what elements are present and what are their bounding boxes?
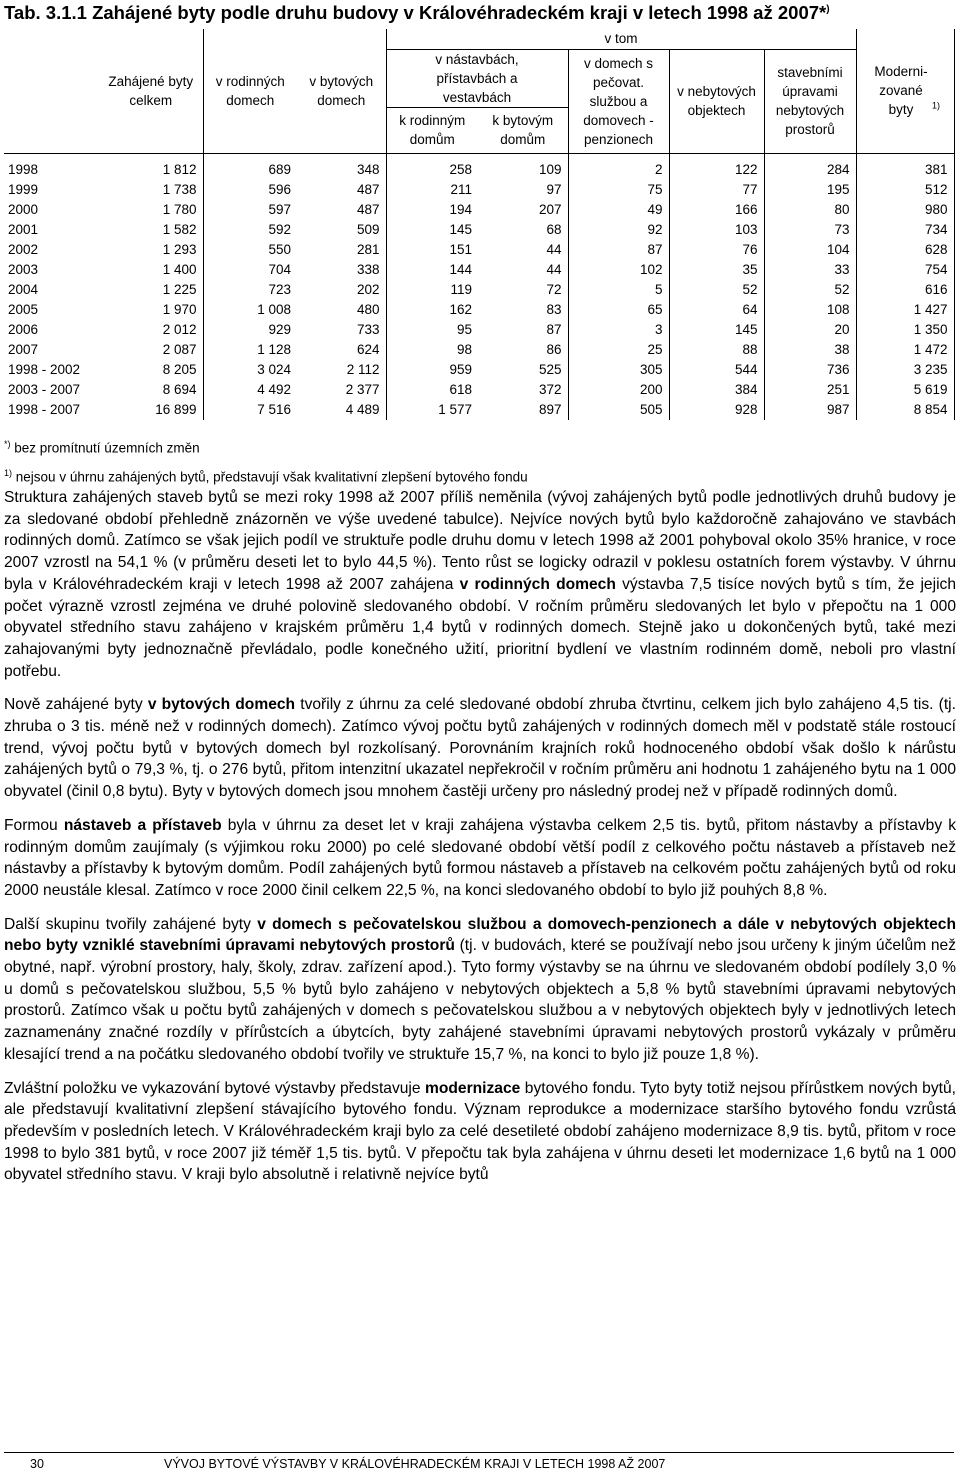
table-cell: 108 bbox=[764, 300, 856, 320]
table-cell: 1 780 bbox=[162, 202, 197, 217]
table-cell: 3 235 bbox=[856, 360, 954, 380]
paragraph-1: Struktura zahájených staveb bytů se mezi roky 1998 až 2007 příliš neměnila (vývoj zahájených bytů podle jednotlivých druhů budovy je za sledované období přehledně znázorněn ve výše uvedené tabulce). Nejvíce nových bytů bylo každoročně zahajováno ve stavbách rodinných domů. Zatímco se však jejich podíl ve struktuře podle druhu domu v letech 1998 až 2001 pohyboval okolo 35% hranice, v roce 2007 vzrostl na 54,1 % (v průměru deseti let to bylo 44,5 %). Tento růst se logicky odrazil v poklesu ostatních forem výstavby. V úhrnu byla v Královéhradeckém kraji v letech 1998 až 2007 zahájena v rodinných domech výstavba 7,5 tisíce nových bytů s tím, že jejich počet výrazně vzrostl zejména ve druhé polovině sledovaného období. V ročním průměru sledovaných let bylo v přepočtu na 1 000 obyvatel středního stavu zahájeno v krajském průměru 1,4 bytů v rodinných domech. Stejně jako u dokončených bytů, také mezi zahajovanými byty jednoznačně převládalo, podle konečného užití, prioritní bydlení ve vlastním rodinném domě, neboli pro vlastní potřebu. bbox=[4, 489, 957, 680]
header-rodinnych: v rodinných domech bbox=[203, 29, 297, 153]
footnotes bbox=[4, 432, 528, 489]
table-cell: 689 bbox=[203, 153, 297, 180]
table-cell: 8 854 bbox=[856, 400, 954, 420]
page-number: 30 bbox=[30, 1457, 44, 1471]
row-period: 2004 bbox=[8, 282, 39, 297]
table-cell: 281 bbox=[356, 242, 380, 257]
table-cell: 52 bbox=[764, 280, 856, 300]
header-upravy: stavebními úpravami nebytových prostorů bbox=[764, 49, 856, 153]
row-period: 2006 bbox=[8, 322, 39, 337]
table-cell: 1 812 bbox=[162, 162, 197, 177]
table-cell: 98 bbox=[386, 340, 478, 360]
table-cell: 151 bbox=[386, 240, 478, 260]
table-cell: 734 bbox=[856, 220, 954, 240]
table-cell: 211 bbox=[386, 180, 478, 200]
table-cell: 44 bbox=[546, 242, 562, 257]
table-cell: 2 bbox=[568, 153, 669, 180]
table-cell: 103 bbox=[669, 220, 764, 240]
table-row bbox=[4, 340, 954, 360]
table-cell: 122 bbox=[669, 153, 764, 180]
table-cell: 87 bbox=[546, 322, 562, 337]
table-cell: 38 bbox=[764, 340, 856, 360]
table-cell: 4 489 bbox=[345, 402, 380, 417]
table-cell: 49 bbox=[568, 200, 669, 220]
table-cell: 1 293 bbox=[162, 242, 197, 257]
row-period: 1998 - 2002 bbox=[8, 362, 81, 377]
table-cell: 195 bbox=[764, 180, 856, 200]
table-row bbox=[4, 153, 954, 180]
table-cell: 95 bbox=[386, 320, 478, 340]
table-cell: 597 bbox=[203, 200, 297, 220]
table-cell: 20 bbox=[764, 320, 856, 340]
table-row bbox=[4, 240, 954, 260]
row-period: 2005 bbox=[8, 302, 39, 317]
table-cell: 33 bbox=[764, 260, 856, 280]
header-pecovat: v domech s pečovat. službou a domovech - penzionech bbox=[568, 49, 669, 153]
table-cell: 2 112 bbox=[346, 362, 380, 377]
table-row bbox=[4, 400, 954, 420]
table-cell: 487 bbox=[356, 182, 380, 197]
table-cell: 1 738 bbox=[162, 182, 197, 197]
table-cell: 88 bbox=[669, 340, 764, 360]
table-cell: 305 bbox=[568, 360, 669, 380]
table-cell: 616 bbox=[856, 280, 954, 300]
table-cell: 1 427 bbox=[856, 300, 954, 320]
table-cell: 77 bbox=[669, 180, 764, 200]
table-cell: 384 bbox=[669, 380, 764, 400]
table-cell: 3 024 bbox=[203, 360, 297, 380]
header-v-tom: v tom bbox=[386, 29, 856, 49]
header-modernizovane: Moderni-zované byty $^{1)}$ bbox=[856, 29, 954, 153]
table-row bbox=[4, 380, 954, 400]
table-cell: 35 bbox=[669, 260, 764, 280]
table-cell: 144 bbox=[386, 260, 478, 280]
table-cell: 381 bbox=[856, 153, 954, 180]
footer-title: VÝVOJ BYTOVÉ VÝSTAVBY V KRÁLOVÉHRADECKÉM KRAJI V LETECH 1998 AŽ 2007 bbox=[164, 1457, 666, 1471]
table-cell: 73 bbox=[764, 220, 856, 240]
table-cell: 1 970 bbox=[162, 302, 197, 317]
table-cell: 929 bbox=[203, 320, 297, 340]
table-cell: 68 bbox=[546, 222, 562, 237]
body-text bbox=[4, 487, 956, 1198]
table-cell: 72 bbox=[546, 282, 562, 297]
footnote-1: *) bez promítnutí územních změn bbox=[4, 439, 200, 456]
row-period: 2001 bbox=[8, 222, 39, 237]
table-row bbox=[4, 280, 954, 300]
table-row bbox=[4, 220, 954, 240]
table-cell: 592 bbox=[203, 220, 297, 240]
table-cell: 44 bbox=[546, 262, 562, 277]
table-title: Tab. 3.1.1 Zahájené byty podle druhu budovy v Královéhradeckém kraji v letech 1998 až 2007*) bbox=[4, 2, 830, 23]
row-period: 2003 - 2007 bbox=[8, 382, 81, 397]
table-cell: 86 bbox=[546, 342, 562, 357]
table-cell: 25 bbox=[568, 340, 669, 360]
table-cell: 109 bbox=[538, 162, 562, 177]
table-cell: 1 582 bbox=[162, 222, 197, 237]
table-cell: 166 bbox=[669, 200, 764, 220]
table-row bbox=[4, 260, 954, 280]
paragraph-5: Zvláštní položku ve vykazování bytové výstavby představuje modernizace bytového fondu. Tyto byty totiž nejsou přírůstkem nových bytů, ale představují kvalitativní zlepšení stávajícího bytového fondu. Význam reprodukce a modernizace staršího bytového fondu vzrůstá především v posledních letech. V Královéhradeckém kraji bylo za celé desetileté období zahájeno modernizace 8,9 tis. bytů, přitom v roce 1998 to bylo 381 bytů, v roce 2007 již téměř 1,5 tis. bytů. V přepočtu tak byla zahájena v úhrnu deseti let modernizace 1,6 bytů na 1 000 obyvatel středního stavu. V kraji bylo absolutně i relativně nejvíce bytů bbox=[4, 1079, 956, 1184]
table-row bbox=[4, 200, 954, 220]
table-cell: 52 bbox=[669, 280, 764, 300]
table-cell: 1 400 bbox=[162, 262, 197, 277]
table-cell: 1 350 bbox=[856, 320, 954, 340]
table-cell: 987 bbox=[764, 400, 856, 420]
table-cell: 628 bbox=[856, 240, 954, 260]
table-cell: 162 bbox=[386, 300, 478, 320]
header-bytovych: v bytových domech bbox=[309, 73, 374, 108]
table-cell: 372 bbox=[538, 382, 562, 397]
table-cell: 65 bbox=[568, 300, 669, 320]
table-cell: 596 bbox=[203, 180, 297, 200]
table-cell: 145 bbox=[669, 320, 764, 340]
table-cell: 202 bbox=[356, 282, 380, 297]
table-cell: 1 128 bbox=[203, 340, 297, 360]
table-cell: 80 bbox=[764, 200, 856, 220]
table-cell: 733 bbox=[356, 322, 380, 337]
footnote-2: $^{1)}$ nejsou v úhrnu zahájených bytů, představují však kvalitativní zlepšení bytového fondu bbox=[4, 467, 528, 484]
table-cell: 487 bbox=[356, 202, 380, 217]
row-period: 1998 - 2007 bbox=[8, 402, 81, 417]
header-celkem: Zahájené byty celkem bbox=[108, 73, 194, 108]
table-cell: 1 225 bbox=[162, 282, 197, 297]
table-cell: 512 bbox=[856, 180, 954, 200]
table-cell: 618 bbox=[386, 380, 478, 400]
table-cell: 480 bbox=[356, 302, 380, 317]
table-cell: 544 bbox=[669, 360, 764, 380]
row-period: 2002 bbox=[8, 242, 39, 257]
paragraph-4: Další skupinu tvořily zahájené byty v domech s pečovatelskou službou a domovech-penzionech a dále v nebytových objektech nebo byty vzniklé stavebními úpravami nebytových prostorů (tj. v budovách, které se používají nebo jsou určeny k jiným účelům než obytné, např. výrobní prostory, haly, školy, zdrav. zařízení apod.). Tyto formy výstavby se na úhrnu ve sledovaném období podílely 3,0 % u domů s pečovatelskou službou, 5,5 % bytů bylo zahájeno v nebytových objektech a 5,8 % bytů stavebními úpravami nebytových prostorů. Zatímco však u počtu bytů zahájených v domech s pečovatelskou službou a v nebytových objektech byly v jednotlivých letech zaznamenány značné rozdíly v přírůstcích a úbytcích, byty zahájené stavebními úpravami nebytových prostorů vykázaly v průměru klesající trend a na počátku sledovaného období tvořily ve struktuře 15,7 %, na konci to bylo již pouze 1,8 %). bbox=[4, 915, 956, 1063]
table-cell: 92 bbox=[568, 220, 669, 240]
table-cell: 119 bbox=[386, 280, 478, 300]
table-cell: 754 bbox=[856, 260, 954, 280]
table-cell: 207 bbox=[538, 202, 562, 217]
header-nastavby: v nástavbách, přístavbách a vestavbách bbox=[386, 49, 568, 107]
table-cell: 7 516 bbox=[203, 400, 297, 420]
table-cell: 980 bbox=[856, 200, 954, 220]
table-cell: 1 577 bbox=[386, 400, 478, 420]
header-k-bytovym: k bytovým domům bbox=[478, 107, 568, 153]
table-cell: 959 bbox=[386, 360, 478, 380]
table-cell: 723 bbox=[203, 280, 297, 300]
row-period: 2007 bbox=[8, 342, 39, 357]
table-cell: 505 bbox=[568, 400, 669, 420]
table-cell: 102 bbox=[568, 260, 669, 280]
table-cell: 338 bbox=[356, 262, 380, 277]
table-cell: 8 694 bbox=[162, 382, 197, 397]
table-row bbox=[4, 180, 954, 200]
header-nebytovych: v nebytových objektech bbox=[669, 49, 764, 153]
table-cell: 194 bbox=[386, 200, 478, 220]
table-cell: 897 bbox=[538, 402, 562, 417]
table-cell: 87 bbox=[568, 240, 669, 260]
table-cell: 525 bbox=[538, 362, 562, 377]
table-cell: 5 619 bbox=[856, 380, 954, 400]
table-cell: 76 bbox=[669, 240, 764, 260]
table-cell: 2 377 bbox=[345, 382, 380, 397]
table-cell: 1 008 bbox=[203, 300, 297, 320]
row-period: 2000 bbox=[8, 202, 39, 217]
header-k-rodinnym: k rodinným domům bbox=[386, 107, 478, 153]
table-row bbox=[4, 360, 954, 380]
table-cell: 104 bbox=[764, 240, 856, 260]
table-cell: 64 bbox=[669, 300, 764, 320]
table-cell: 2 087 bbox=[162, 342, 197, 357]
table-cell: 3 bbox=[568, 320, 669, 340]
page-footer bbox=[4, 1452, 954, 1471]
table-cell: 1 472 bbox=[856, 340, 954, 360]
table-cell: 8 205 bbox=[162, 362, 197, 377]
table-cell: 550 bbox=[203, 240, 297, 260]
table-cell: 736 bbox=[764, 360, 856, 380]
table-cell: 928 bbox=[669, 400, 764, 420]
table-cell: 16 899 bbox=[155, 402, 197, 417]
table-cell: 2 012 bbox=[162, 322, 197, 337]
table-cell: 83 bbox=[546, 302, 562, 317]
table-cell: 200 bbox=[568, 380, 669, 400]
table-cell: 258 bbox=[386, 153, 478, 180]
data-table bbox=[4, 29, 955, 420]
table-cell: 348 bbox=[356, 162, 380, 177]
table-cell: 4 492 bbox=[203, 380, 297, 400]
table-cell: 97 bbox=[546, 182, 562, 197]
table-row bbox=[4, 320, 954, 340]
paragraph-2: Nově zahájené byty v bytových domech tvořily z úhrnu za celé sledované období zhruba čtvrtinu, celkem jich bylo zahájeno 4,5 tis. (tj. zhruba o 3 tis. méně než v rodinných domech). Zatímco vývoj počtu bytů zahájených v rodinných domech měl v podstatě stále rostoucí trend, vývoj počtu bytů v bytových domech byl rozkolísaný. Porovnáním krajních roků hodnoceného období však došlo k nárůstu zahájených bytů o 79,3 %, tj. o 276 bytů, přitom intenzitní ukazatel nepřekročil v ročním průměru ani hodnotu 1 zahájeného bytu na 1 000 obyvatel (činil 0,8 bytu). Byty v bytových domech jsou mnohem častěji určeny pro následný prodej než v případě rodinných domů. bbox=[4, 696, 956, 801]
paragraph-3: Formou nástaveb a přístaveb byla v úhrnu za deset let v kraji zahájena výstavba celkem 2,5 tis. bytů, přitom nástavby a přístavby k rodinným domům zaujímaly (s výjimkou roku 2000) po celé sledované období větší podíl z celkového počtu nástaveb a přístaveb než nástavby a přístavby k bytovým domům. Podíl zahájených bytů formou nástaveb a přístaveb na celkovém počtu zahájených bytů od roku 2000 neustále klesal. Zatímco v roce 2000 činil celkem 22,5 %, na konci sledovaného období to bylo již pouhých 8,8 %. bbox=[4, 816, 957, 899]
row-period: 1999 bbox=[8, 182, 39, 197]
table-row bbox=[4, 300, 954, 320]
table-cell: 509 bbox=[356, 222, 380, 237]
table-cell: 284 bbox=[764, 153, 856, 180]
row-period: 2003 bbox=[8, 262, 39, 277]
table-cell: 251 bbox=[764, 380, 856, 400]
table-cell: 624 bbox=[356, 342, 380, 357]
table-cell: 704 bbox=[203, 260, 297, 280]
table-cell: 5 bbox=[568, 280, 669, 300]
row-period: 1998 bbox=[8, 162, 39, 177]
table-cell: 75 bbox=[568, 180, 669, 200]
table-cell: 145 bbox=[386, 220, 478, 240]
